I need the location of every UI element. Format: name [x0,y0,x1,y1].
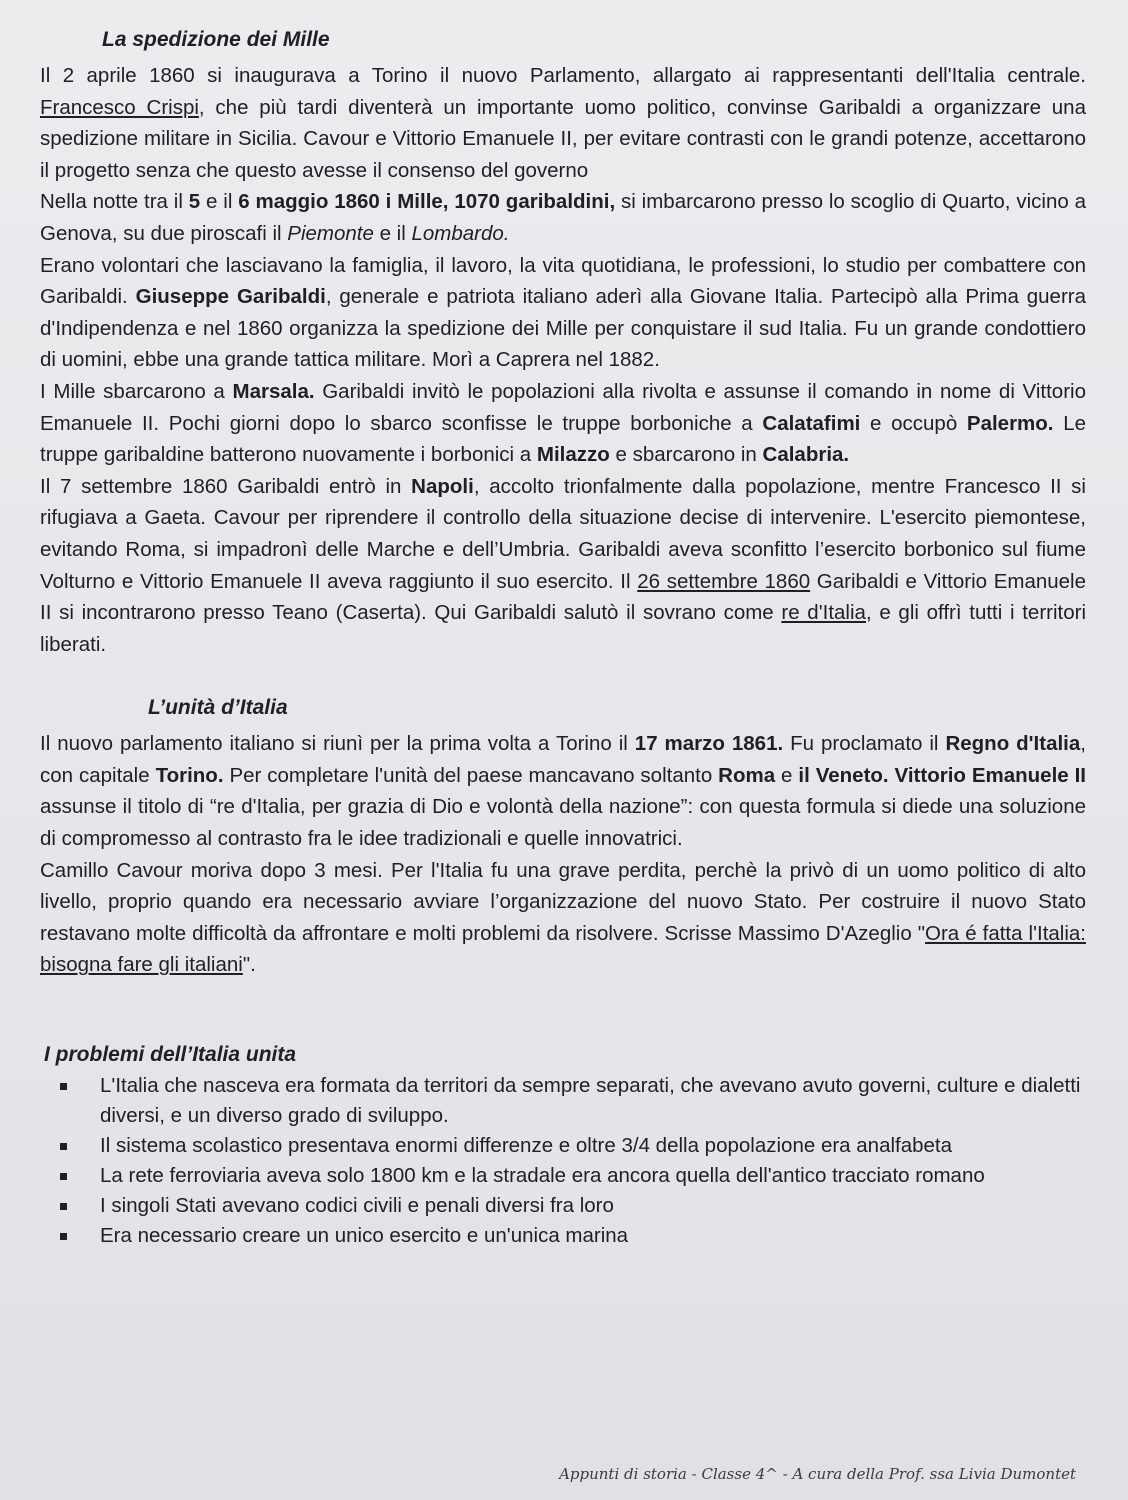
paragraph-regno: Il nuovo parlamento italiano si riunì per la prima volta a Torino il 17 marzo 1861. Fu proclamato il Regno d'Italia, con capitale Torino. Per completare l'unità del paese mancavano soltanto Roma e il Veneto. Vittorio Emanuele II assunse il titolo di “re d'Italia, per grazia di Dio e volontà della nazione”: con questa formula si diede una soluzione di compromesso al contrasto fra le idee tradizionali e quelle innovatrici. [40,732,1087,851]
heading-problemi: I problemi dell’Italia unita [44,1043,297,1067]
name-garibaldi: Giuseppe Garibaldi [135,285,326,309]
paragraph-cavour: Camillo Cavour moriva dopo 3 mesi. Per l'Italia fu una grave perdita, perchè la privò di un uomo politico di alto livello, proprio quando era necessario avviare l’organizzazione del nuovo Stato. Per costruire il nuovo Stato restavano molte difficoltà da affrontare e molti problemi da risolvere. Scrisse Massimo D'Azeglio "Ora é fatta l'Italia: bisogna fare gli italiani". [40,858,1086,977]
paragraph-volontari: Erano volontari che lasciavano la famiglia, il lavoro, la vita quotidiana, le professioni, lo studio per combattere con Garibaldi. Giuseppe Garibaldi, generale e patriota italiano aderì alla Giovane Italia. Partecipò alla Prima guerra d'Indipendenza e nel 1860 organizza la spedizione dei Mille per conquistare il sud Italia. Fu un grande condottiero di uomini, ebbe una grande tattica militare. Morì a Caprera nel 1882. [40,253,1087,372]
date-26-settembre: 26 settembre 1860 [637,569,811,593]
paragraph-napoli: Il 7 settembre 1860 Garibaldi entrò in Napoli, accolto trionfalmente dalla popolazione, mentre Francesco II si rifugiava a Gaeta. Cavour per riprendere il controllo della situazione decise di intervenire. L'esercito piemontese, evitando Roma, si impadronì delle Marche e dell’Umbria. Garibaldi aveva sconfitto l’esercito borbonico sul fiume Volturno e Vittorio Emanuele II aveva raggiunto il suo esercito. Il 26 settembre 1860 Garibaldi e Vittorio Emanuele II si incontrarono presso Teano (Caserta). Qui Garibaldi salutò il sovrano come re d'Italia, e gli offrì tutti i territori liberati. [40,474,1087,656]
date-6-maggio: 6 maggio 1860 i Mille, 1070 garibaldini, [238,190,616,214]
paragraph-sbarco: I Mille sbarcarono a Marsala. Garibaldi invitò le popolazioni alla rivolta e assunse il comando in nome di Vittorio Emanuele II. Pochi giorni dopo lo sbarco sconfisse le truppe borboniche a Calatafimi e occupò Palermo. Le truppe garibaldine batterono nuovamente i borbonici a Milazzo e sbarcarono in Calabria. [40,379,1086,467]
heading-spedizione: La spedizione dei Mille [102,28,330,51]
list-item: La rete ferroviaria aveva solo 1800 km e la stradale era ancora quella dell'antico tracciato romano [40,1161,1086,1191]
list-item: Il sistema scolastico presentava enormi differenze e oltre 3/4 della popolazione era analfabeta [40,1131,1086,1161]
heading-unita: L’unità d’Italia [148,696,288,720]
name-crispi: Francesco Crispi [40,95,199,119]
title-re-italia: re d'Italia [781,601,866,625]
quote-dazeglio: Ora é fatta l'Italia: bisogna fare gli italiani [40,921,1086,977]
list-item: L'Italia che nasceva era formata da territori da sempre separati, che avevano avuto governi, culture e dialetti diversi, e un diverso grado di sviluppo. [40,1071,1086,1131]
page-footer: Appunti di storia - Classe 4^ - A cura della Prof. ssa Livia Dumontet [559,1465,1076,1483]
list-item: I singoli Stati avevano codici civili e penali diversi fra loro [40,1191,1086,1221]
paragraph-parlamento: Il 2 aprile 1860 si inaugurava a Torino il nuovo Parlamento, allargato ai rappresentanti dell'Italia centrale. Francesco Crispi, che più tardi diventerà un importante uomo politico, convinse Garibaldi a organizzare una spedizione militare in Sicilia. Cavour e Vittorio Emanuele II, per evitare contrasti con le grandi potenze, accettarono il progetto senza che questo avesse il consenso del governo [40,64,1086,182]
list-item: Era necessario creare un unico esercito e un'unica marina [40,1221,1086,1251]
paragraph-imbarco: Nella notte tra il 5 e il 6 maggio 1860 i Mille, 1070 garibaldini, si imbarcarono presso lo scoglio di Quarto, vicino a Genova, su due piroscafi il Piemonte e il Lombardo. [40,190,1086,245]
problems-list [40,1071,1086,1251]
